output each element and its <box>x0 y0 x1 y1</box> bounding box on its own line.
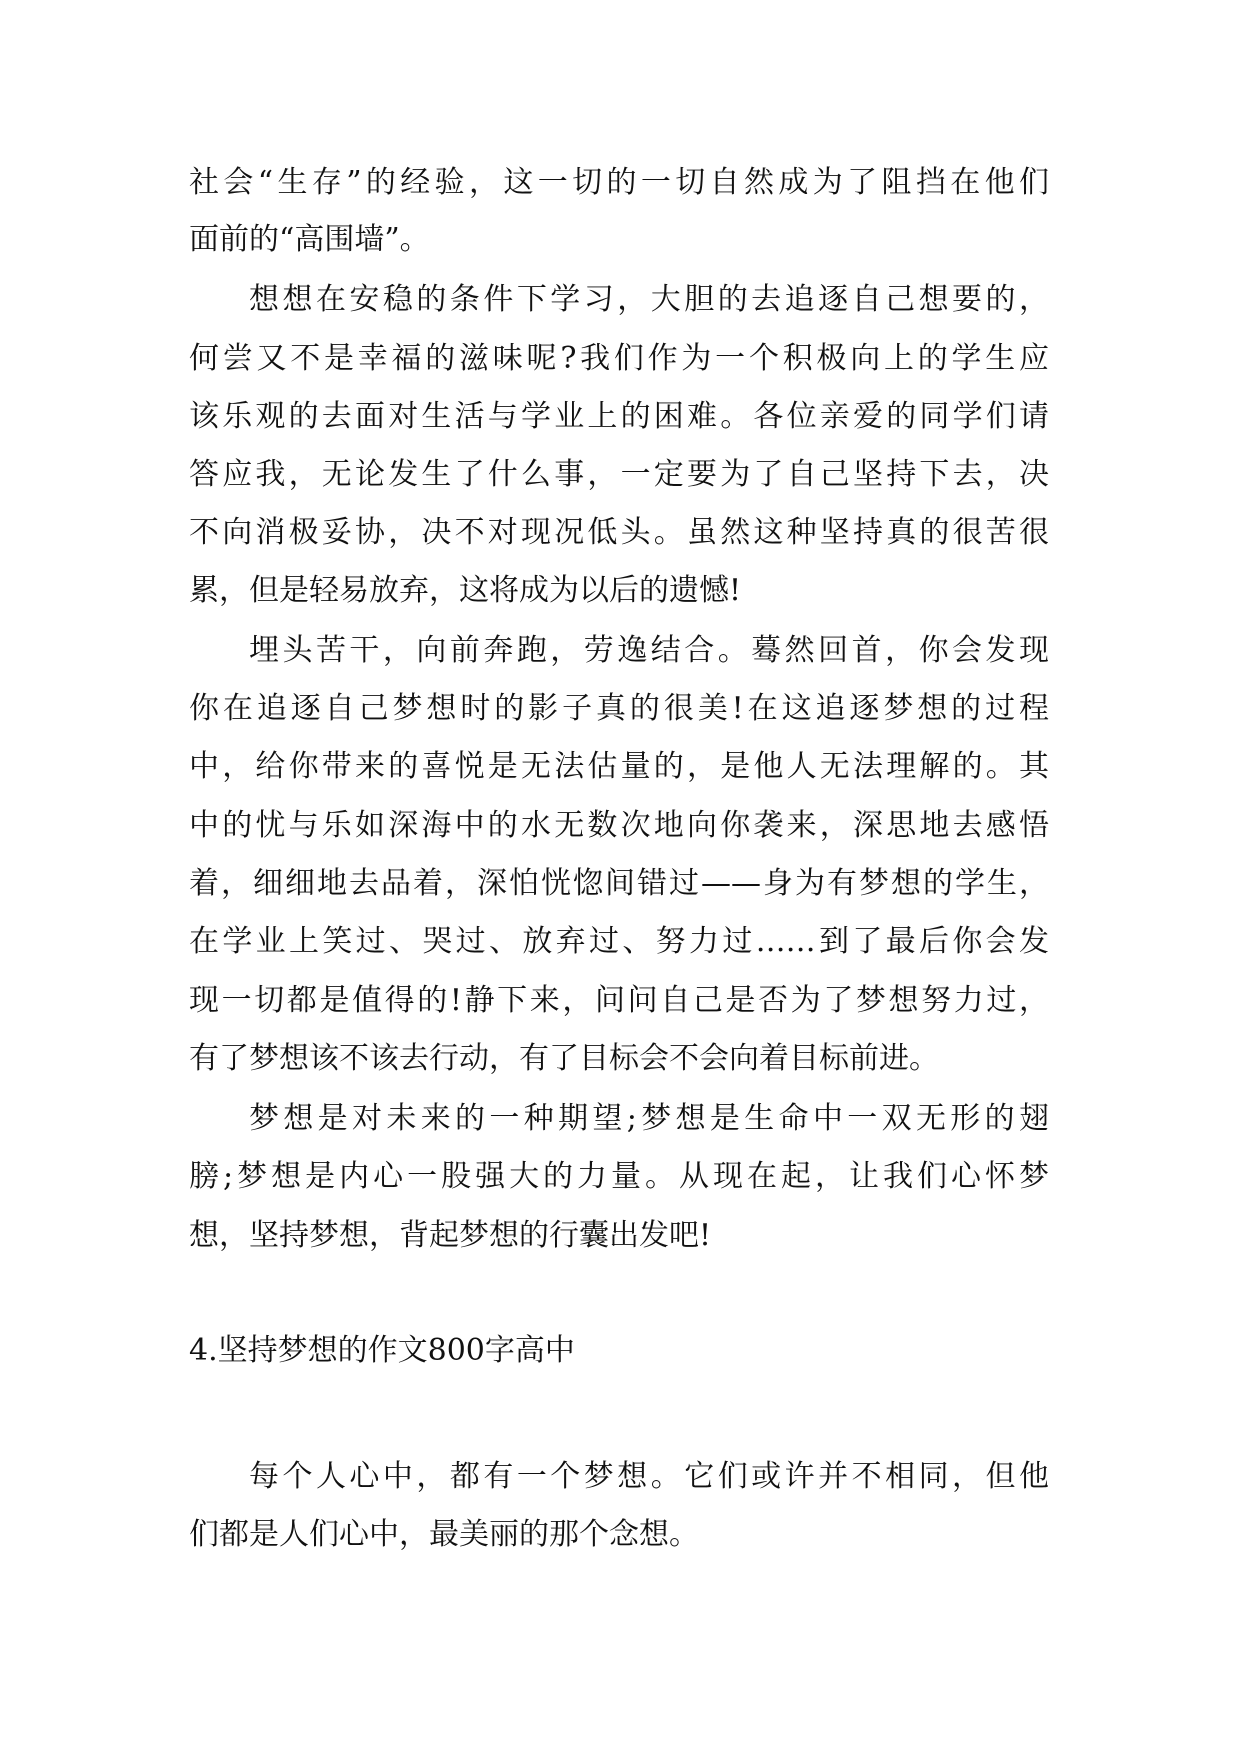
paragraph-line: 想，坚持梦想，背起梦想的行囊出发吧! <box>189 1218 712 1253</box>
paragraph-line: 埋头苦干，向前奔跑，劳逸结合。蓦然回首，你会发现 <box>249 633 1049 668</box>
paragraph-line: 累，但是轻易放弃，这将成为以后的遗憾! <box>189 573 742 608</box>
paragraph-line: 每个人心中，都有一个梦想。它们或许并不相同，但他 <box>249 1459 1049 1494</box>
paragraph-line: 膀;梦想是内心一股强大的力量。从现在起，让我们心怀梦 <box>189 1159 1049 1194</box>
paragraph-line: 着，细细地去品着，深怕恍惚间错过——身为有梦想的学生， <box>189 866 1049 901</box>
section-heading: 4.坚持梦想的作文800字高中 <box>189 1333 575 1368</box>
paragraph-line: 在学业上笑过、哭过、放弃过、努力过……到了最后你会发 <box>189 924 1049 959</box>
paragraph-line: 不向消极妥协，决不对现况低头。虽然这种坚持真的很苦很 <box>189 515 1049 550</box>
paragraph-line: 何尝又不是幸福的滋味呢?我们作为一个积极向上的学生应 <box>189 341 1049 376</box>
paragraph-line: 面前的“高围墙”。 <box>189 222 430 257</box>
paragraph-line: 们都是人们心中，最美丽的那个念想。 <box>189 1517 699 1552</box>
paragraph-line: 社会“生存”的经验，这一切的一切自然成为了阻挡在他们 <box>189 165 1049 200</box>
paragraph-line: 现一切都是值得的!静下来，问问自己是否为了梦想努力过， <box>189 983 1049 1018</box>
paragraph-line: 有了梦想该不该去行动，有了目标会不会向着目标前进。 <box>189 1041 939 1076</box>
paragraph-line: 梦想是对未来的一种期望;梦想是生命中一双无形的翅 <box>249 1101 1049 1136</box>
paragraph-line: 中，给你带来的喜悦是无法估量的，是他人无法理解的。其 <box>189 749 1049 784</box>
paragraph-line: 该乐观的去面对生活与学业上的困难。各位亲爱的同学们请 <box>189 399 1049 434</box>
paragraph-line: 中的忧与乐如深海中的水无数次地向你袭来，深思地去感悟 <box>189 808 1049 843</box>
paragraph-line: 答应我，无论发生了什么事，一定要为了自己坚持下去，决 <box>189 457 1049 492</box>
paragraph-line: 你在追逐自己梦想时的影子真的很美!在这追逐梦想的过程 <box>189 691 1049 726</box>
paragraph-line: 想想在安稳的条件下学习，大胆的去追逐自己想要的， <box>249 282 1049 317</box>
